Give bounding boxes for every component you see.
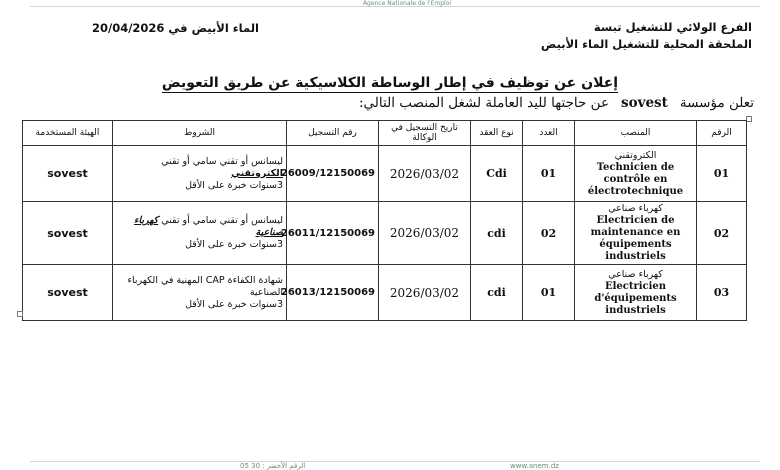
row-num: 03 xyxy=(697,265,747,321)
cond-experience: 3سنوات خبرة على الأقل xyxy=(185,239,283,250)
row-post xyxy=(575,146,697,202)
post-french: Electricien de maintenance en équipements industriels xyxy=(590,215,681,262)
header-contract: نوع العقد xyxy=(471,121,523,146)
post-arabic: كهرباء صناعي xyxy=(608,268,663,280)
row-num: 01 xyxy=(697,146,747,202)
branch-line: الفرع الولائي للتشغيل تبسة xyxy=(593,20,752,34)
row-date: 2026/03/02 xyxy=(379,265,471,321)
row-num: 02 xyxy=(697,202,747,265)
cond-highlight: الكتروتقني xyxy=(231,167,283,179)
row-org: sovest xyxy=(23,202,113,265)
header-cond: الشروط xyxy=(113,121,287,146)
row-post xyxy=(575,202,697,265)
header-org: الهيئة المستخدمة xyxy=(23,121,113,146)
date-line: الماء الأبيض في 20/04/2026 xyxy=(92,21,259,35)
row-conditions xyxy=(113,202,287,265)
header-count: العدد xyxy=(523,121,575,146)
cond-experience: 3سنوات خبرة على الأقل xyxy=(185,179,283,191)
footer-website: www.anem.dz xyxy=(510,462,559,470)
local-office-line: الملحقة المحلية للتشغيل الماء الأبيض xyxy=(540,37,752,51)
cond-highlight: كهرباء صناعية xyxy=(134,215,283,238)
row-count: 01 xyxy=(523,265,575,321)
footer-green-number: الرقم الأخضر : 30 05 xyxy=(240,462,306,470)
post-french: Electricien d'équipements industriels xyxy=(594,280,677,316)
row-post xyxy=(575,265,697,321)
cond-text: شهادة الكفاءة CAP المهنية في الكهرباء الصناعية xyxy=(127,274,283,298)
intro-line xyxy=(359,95,754,111)
row-date: 2026/03/02 xyxy=(379,146,471,202)
header-num: الرقم xyxy=(697,121,747,146)
announcement-title xyxy=(0,75,780,91)
row-count: 02 xyxy=(523,202,575,265)
row-conditions xyxy=(113,265,287,321)
table-row xyxy=(23,146,747,202)
cond-text: ليسانس أو تقني سامي أو تقني xyxy=(161,155,283,167)
row-contract: Cdi xyxy=(471,146,523,202)
header-post: المنصب xyxy=(575,121,697,146)
row-contract: cdi xyxy=(471,265,523,321)
intro-before: تعلن مؤسسة xyxy=(679,95,754,111)
row-count: 01 xyxy=(523,146,575,202)
row-contract: cdi xyxy=(471,202,523,265)
intro-after: عن حاجتها لليد العاملة لشغل المنصب التالي: xyxy=(358,95,610,111)
agency-logo-text: Agence Nationale de l'Emploi xyxy=(362,0,452,7)
cond-experience: 3سنوات خبرة على الأقل xyxy=(185,298,283,310)
row-date: 2026/03/02 xyxy=(379,202,471,265)
branch-header xyxy=(541,19,752,53)
jobs-table xyxy=(22,120,747,321)
row-reg: 26009/12150069 xyxy=(287,146,379,202)
post-french: Technicien de contrôle en électrotechnique xyxy=(587,161,684,197)
row-org: sovest xyxy=(23,146,113,202)
footer-divider xyxy=(30,461,760,462)
row-org: sovest xyxy=(23,265,113,321)
row-reg: 26013/12150069 xyxy=(287,265,379,321)
header-reg: رقم التسجيل xyxy=(287,121,379,146)
post-arabic: كهرباء صناعي xyxy=(608,203,663,214)
row-reg: 26011/12150069 xyxy=(287,202,379,265)
intro-company: sovest xyxy=(621,95,668,111)
header-date: تاريخ التسجيل في الوكالة xyxy=(379,121,471,146)
table-resize-handle-bottom[interactable] xyxy=(17,311,23,317)
table-row xyxy=(23,202,747,265)
table-header-row xyxy=(23,121,747,146)
cond-text: ليسانس أو تقني سامي أو تقني xyxy=(158,215,283,226)
row-conditions xyxy=(113,146,287,202)
announcement-title-text: إعلان عن توظيف في إطار الوساطة الكلاسيكية عن طريق التعويض xyxy=(161,75,619,91)
table-row xyxy=(23,265,747,321)
post-arabic: الكتروتقني xyxy=(614,149,657,161)
